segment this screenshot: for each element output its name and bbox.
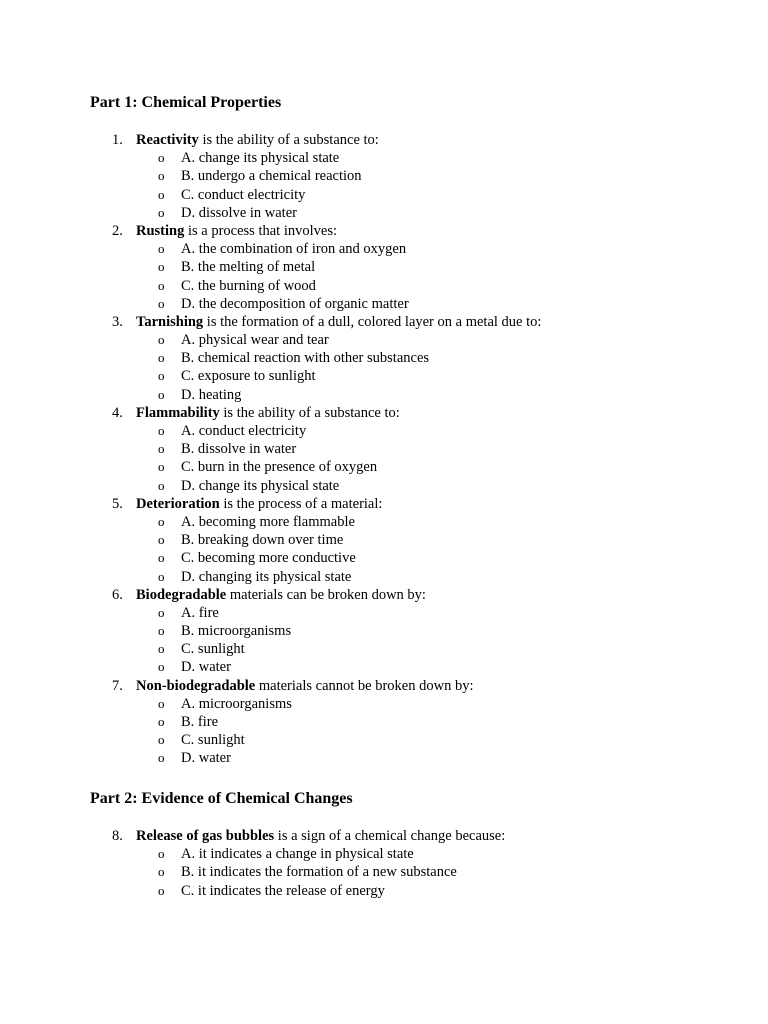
- answer-option-text: D. the decomposition of organic matter: [181, 295, 409, 312]
- answer-option-text: D. changing its physical state: [181, 568, 352, 585]
- question-stem-text: is the ability of a substance to:: [219, 404, 400, 421]
- bullet-icon: o: [158, 750, 165, 766]
- answer-option-text: B. chemical reaction with other substances: [181, 350, 430, 367]
- question-stem-text: is the ability of a substance to:: [198, 132, 379, 148]
- answer-option-text: D. heating: [181, 386, 242, 403]
- bullet-icon: o: [158, 277, 165, 293]
- answer-option-text: C. conduct electricity: [181, 186, 306, 203]
- answer-option-text: C. sunlight: [181, 641, 245, 658]
- question-term: Tarnishing: [136, 313, 204, 330]
- question-term: Rusting: [136, 222, 185, 239]
- bullet-icon: o: [158, 477, 165, 493]
- answer-option-text: C. the burning of wood: [181, 277, 316, 294]
- question-number: 8.: [112, 828, 123, 844]
- section-heading-part-2: Part 2: Evidence of Chemical Changes: [90, 790, 353, 807]
- bullet-icon: o: [158, 695, 165, 711]
- question-stem-text: is the process of a material:: [219, 495, 383, 512]
- answer-option-text: D. water: [181, 659, 231, 676]
- answer-option-text: B. the melting of metal: [181, 259, 316, 276]
- bullet-icon: o: [158, 532, 165, 548]
- answer-option-text: B. microorganisms: [181, 623, 292, 640]
- bullet-icon: o: [158, 882, 165, 898]
- answer-option-text: B. fire: [181, 714, 219, 730]
- answer-option-text: C. sunlight: [181, 732, 245, 749]
- answer-option-text: C. burn in the presence of oxygen: [181, 459, 378, 476]
- answer-option-text: D. dissolve in water: [181, 204, 297, 221]
- bullet-icon: o: [158, 513, 165, 529]
- answer-option-text: A. the combination of iron and oxygen: [181, 241, 407, 258]
- answer-option-text: B. dissolve in water: [181, 441, 297, 458]
- question-term: Non-biodegradable: [136, 677, 256, 694]
- bullet-icon: o: [158, 441, 165, 457]
- question-term: Reactivity: [136, 132, 199, 148]
- bullet-icon: o: [158, 368, 165, 384]
- question-number: 4.: [112, 404, 123, 421]
- bullet-icon: o: [158, 846, 165, 862]
- question-number: 3.: [112, 313, 123, 330]
- question-text: [136, 495, 382, 513]
- bullet-icon: o: [158, 568, 165, 584]
- answer-option-text: A. becoming more flammable: [181, 513, 355, 530]
- bullet-icon: o: [158, 386, 165, 402]
- question-text: [136, 827, 505, 845]
- bullet-icon: o: [158, 604, 165, 620]
- bullet-icon: o: [158, 350, 165, 366]
- bullet-icon: o: [158, 423, 165, 438]
- answer-option-text: B. breaking down over time: [181, 532, 344, 549]
- question-number: 1.: [112, 132, 123, 148]
- bullet-icon: o: [158, 186, 165, 202]
- question-stem-text: is the formation of a dull, colored layer on a metal due to:: [203, 313, 542, 330]
- answer-option-text: A. it indicates a change in physical state: [181, 846, 414, 863]
- bullet-icon: o: [158, 150, 165, 166]
- question-text: [136, 222, 337, 240]
- question-stem-text: materials can be broken down by:: [226, 586, 426, 603]
- question-number: 2.: [112, 222, 123, 239]
- question-number: 6.: [112, 586, 123, 603]
- question-stem-text: is a sign of a chemical change because:: [274, 828, 506, 844]
- answer-option-text: A. change its physical state: [181, 150, 340, 167]
- question-term: Flammability: [136, 404, 220, 421]
- answer-option-text: A. conduct electricity: [181, 423, 307, 439]
- bullet-icon: o: [158, 168, 165, 184]
- bullet-icon: o: [158, 550, 165, 566]
- answer-option-text: A. physical wear and tear: [181, 332, 329, 349]
- question-term: Release of gas bubbles: [136, 828, 275, 844]
- answer-option-text: C. exposure to sunlight: [181, 368, 316, 385]
- answer-option-text: A. fire: [181, 604, 219, 621]
- bullet-icon: o: [158, 204, 165, 220]
- question-number: 7.: [112, 677, 123, 694]
- answer-option-text: B. it indicates the formation of a new substance: [181, 864, 457, 881]
- bullet-icon: o: [158, 241, 165, 257]
- answer-option-text: A. microorganisms: [181, 695, 292, 712]
- bullet-icon: o: [158, 295, 165, 311]
- question-term: Biodegradable: [136, 586, 227, 603]
- bullet-icon: o: [158, 864, 165, 880]
- question-text: [136, 404, 400, 422]
- bullet-icon: o: [158, 641, 165, 657]
- question-stem-text: materials cannot be broken down by:: [255, 677, 474, 694]
- question-stem-text: is a process that involves:: [184, 222, 337, 239]
- answer-option-text: C. becoming more conductive: [181, 550, 356, 567]
- bullet-icon: o: [158, 659, 165, 675]
- answer-option-text: B. undergo a chemical reaction: [181, 168, 362, 185]
- question-number: 5.: [112, 495, 123, 512]
- bullet-icon: o: [158, 259, 165, 275]
- question-text: [136, 313, 541, 331]
- section-heading-part-1: Part 1: Chemical Properties: [90, 94, 282, 111]
- answer-option-text: D. change its physical state: [181, 477, 340, 494]
- question-text: [136, 586, 426, 604]
- bullet-icon: o: [158, 714, 165, 729]
- question-text: [136, 677, 474, 695]
- bullet-icon: o: [158, 732, 165, 748]
- bullet-icon: o: [158, 459, 165, 475]
- bullet-icon: o: [158, 623, 165, 639]
- answer-option-text: C. it indicates the release of energy: [181, 882, 385, 899]
- bullet-icon: o: [158, 332, 165, 348]
- answer-option-text: D. water: [181, 750, 231, 767]
- question-text: [136, 131, 379, 149]
- question-term: Deterioration: [136, 495, 220, 512]
